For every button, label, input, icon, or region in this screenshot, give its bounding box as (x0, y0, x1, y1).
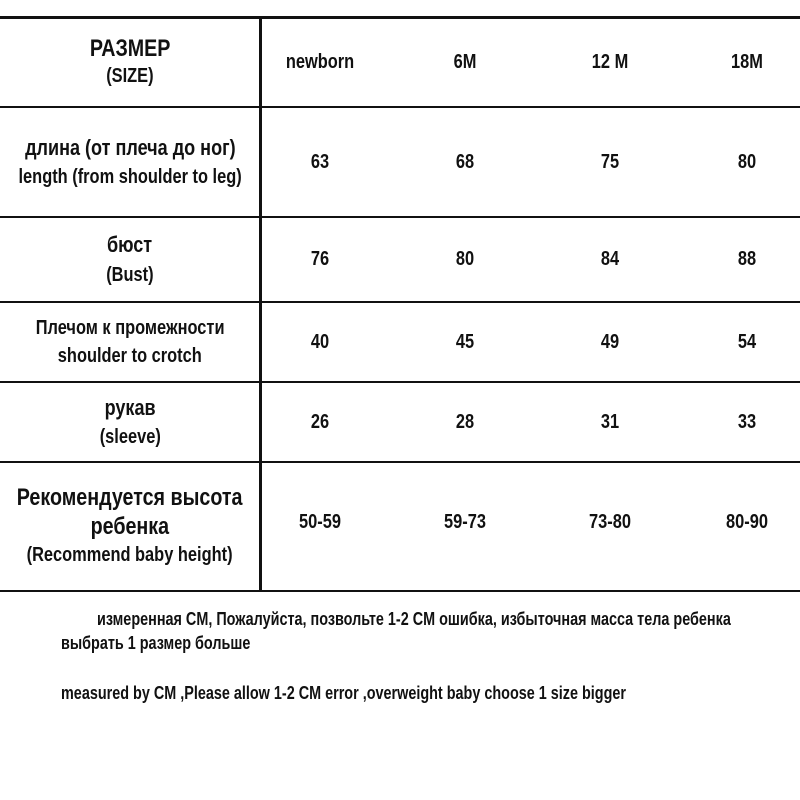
value-cell: 28 (455, 410, 475, 433)
value-cell: 75 (600, 150, 620, 173)
size-newborn: newborn (285, 50, 355, 73)
row-label (0, 303, 260, 381)
row-label (0, 218, 260, 301)
value-cell: 76 (310, 248, 330, 270)
table-row-sleeve (0, 383, 800, 461)
label-ru: рукав (104, 394, 156, 420)
row-label (0, 463, 260, 590)
size-header-cell (0, 18, 260, 106)
table-row-bust (0, 218, 800, 301)
value-cell: 88 (737, 248, 757, 270)
value-cell: 73-80 (589, 511, 631, 533)
note-ru-line2: выбрать 1 размер больше (61, 633, 251, 653)
value-cell: 80 (737, 150, 757, 173)
label-en: (Recommend baby height) (27, 544, 233, 567)
size-label-en: (SIZE) (106, 65, 154, 88)
row-label (0, 108, 260, 216)
value-cell: 63 (310, 150, 330, 173)
label-ru: Плечом к промежности (35, 317, 225, 339)
size-6m: 6M (453, 50, 477, 73)
value-cell: 45 (455, 330, 475, 353)
note-en: measured by CM ,Please allow 1-2 CM error ,overweight baby choose 1 size bigger (61, 683, 626, 703)
label-en: length (from shoulder to leg) (18, 166, 242, 189)
table-row-length (0, 108, 800, 216)
label-ru-line2: ребенка (90, 512, 170, 540)
label-en: (Bust) (106, 263, 154, 286)
label-ru: бюст (107, 232, 153, 258)
size-label-ru: РАЗМЕР (89, 34, 171, 62)
label-ru-line1: Рекомендуется высота (17, 483, 243, 511)
value-cell: 31 (600, 410, 620, 433)
value-cell: 68 (455, 150, 475, 173)
value-cell: 49 (600, 330, 620, 353)
value-cell: 80 (455, 248, 475, 270)
label-en: (sleeve) (99, 426, 161, 449)
row-label (0, 383, 260, 461)
label-en: shoulder to crotch (58, 345, 202, 367)
size-12m: 12 M (591, 50, 629, 73)
note-ru-line1: измеренная CM, Пожалуйста, позвольте 1-2 CM ошибка, избыточная масса тела ребенка (97, 609, 731, 629)
label-ru: длина (от плеча до ног) (24, 134, 236, 160)
value-cell: 80-90 (726, 511, 768, 533)
table-row-shoulder-to-crotch (0, 303, 800, 381)
size-18m: 18M (731, 50, 763, 73)
value-cell: 40 (310, 330, 330, 353)
value-cell: 84 (600, 248, 620, 270)
value-cell: 50-59 (299, 511, 341, 533)
table-row-recommended-height (0, 463, 800, 590)
value-cell: 54 (737, 330, 757, 353)
value-cell: 33 (737, 410, 757, 433)
value-cell: 26 (310, 410, 330, 433)
value-cell: 59-73 (444, 511, 486, 533)
header-row (0, 18, 800, 106)
table-bottom-border (0, 590, 800, 592)
